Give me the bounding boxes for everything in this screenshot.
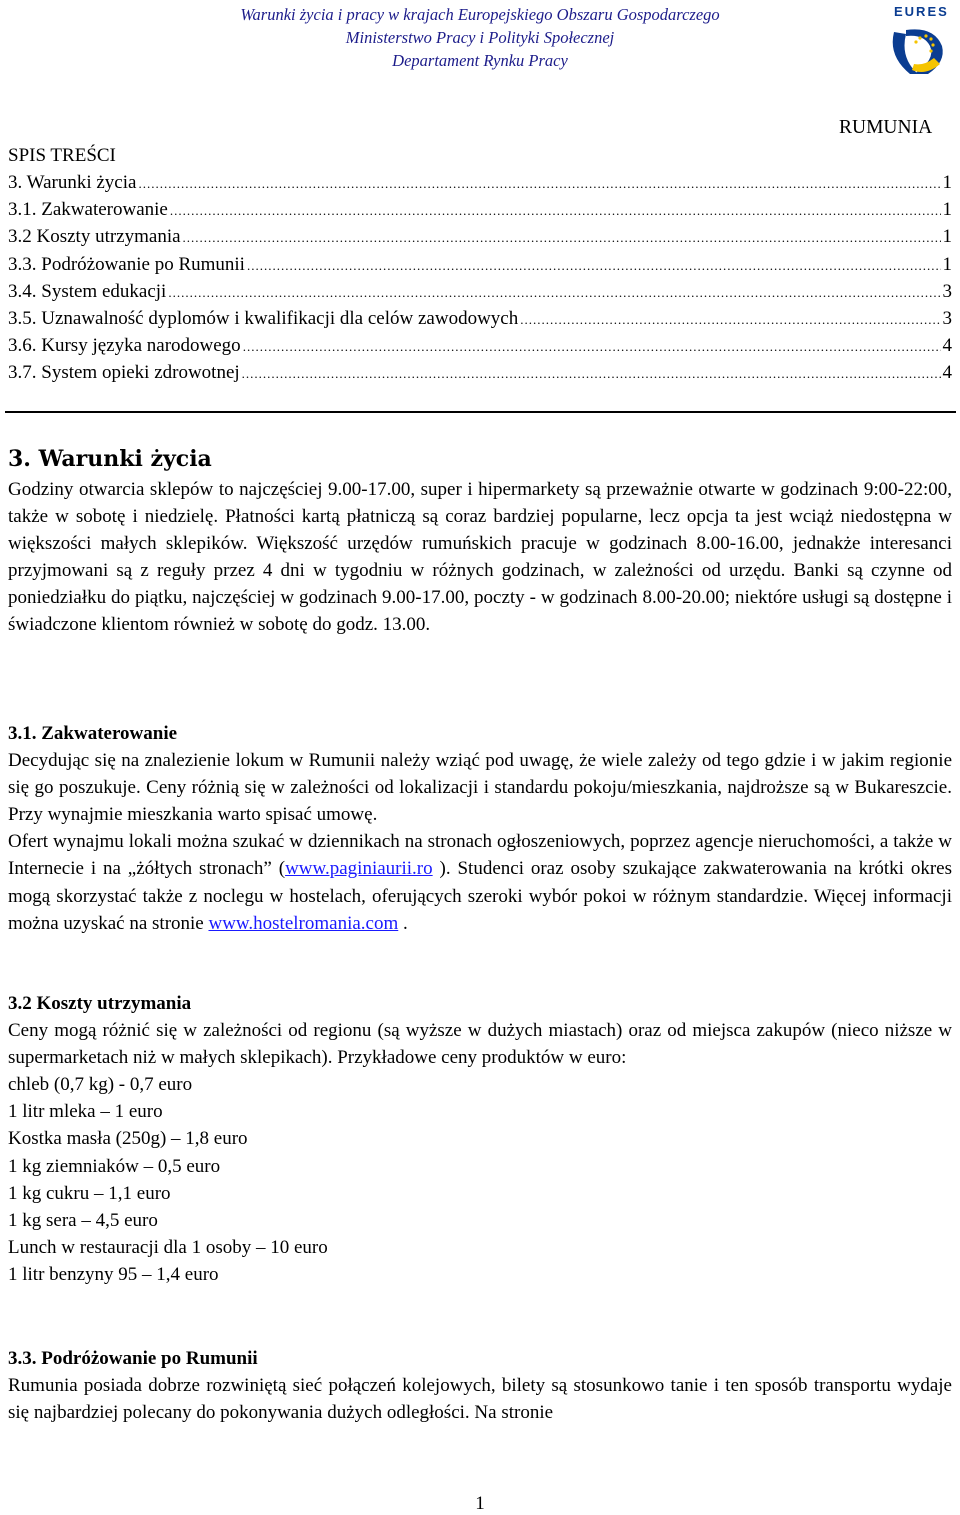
divider <box>5 411 956 413</box>
price-item: Lunch w restauracji dla 1 osoby – 10 euro <box>8 1236 328 1258</box>
toc-item[interactable]: 3.6. Kursy języka narodowego ..... 4 <box>8 335 952 362</box>
toc-item[interactable]: 3.4. System edukacji ..... 3 <box>8 281 952 308</box>
section-3-heading: 3. Warunki życia <box>8 446 212 472</box>
section-3-2-intro: Ceny mogą różnić się w zależności od regionu (są wyższe w dużych miastach) oraz od miejsca zakupów (nieco niższe w supermarketach niż w małych sklepikach). Przykładowe ceny produktów w euro: <box>8 1020 952 1069</box>
section-3-1-paragraph-1: Decydując się na znalezienie lokum w Rumunii należy wziąć pod uwagę, że wiele zależy od tego gdzie i w jakim regionie się go poszukuje. Ceny różnią się w zależności od lokalizacji i standardu pokoju/mieszkania, najdroższe są w Bukareszcie. Przy wynajmie mieszkania warto spisać umowę. <box>8 750 952 826</box>
toc-item[interactable]: 3. Warunki życia ..... 1 <box>8 172 952 199</box>
section-3-1-paragraph-2: Ofert wynajmu lokali można szukać w dziennikach na stronach ogłoszeniowych, poprzez agencje nieruchomości, a także w Internecie i na „żółtych stronach” (www.paginiaurii.ro ). Studenci oraz osoby szukające zakwaterowania na krótki okres mogą skorzystać także z noclegu w hostelach, oferujących szeroki wybór pokoi w różnym standardzie. Więcej informacji można uzyskać na stronie www.hostelromania.com . <box>8 831 952 934</box>
price-item: 1 litr mleka – 1 euro <box>8 1101 163 1123</box>
section-3-1 <box>8 720 952 937</box>
toc-item[interactable]: 3.1. Zakwaterowanie ..... 1 <box>8 199 952 226</box>
eures-logo-icon <box>884 2 956 80</box>
header-line-1: Warunki życia i pracy w krajach Europejskiego Obszaru Gospodarczego <box>240 5 720 24</box>
toc-item[interactable]: 3.2 Koszty utrzymania ..... 1 <box>8 226 952 253</box>
country-title: RUMUNIA <box>839 117 933 138</box>
toc-title: SPIS TREŚCI <box>8 145 116 166</box>
paginiaurii-link[interactable]: www.paginiaurii.ro <box>285 858 433 880</box>
table-of-contents <box>8 172 952 390</box>
logo-text: EURES <box>894 4 949 19</box>
page-number: 1 <box>475 1493 485 1514</box>
page-header <box>0 0 960 80</box>
toc-item[interactable]: 3.3. Podróżowanie po Rumunii ..... 1 <box>8 254 952 281</box>
section-3-3-paragraph: Rumunia posiada dobrze rozwiniętą sieć połączeń kolejowych, bilety są stosunkowo tanie i ten sposób transportu wydaje się najbardziej polecany do pokonywania dużych odległości. Na stronie <box>8 1375 952 1424</box>
header-line-3: Departament Rynku Pracy <box>392 51 568 70</box>
price-item: 1 litr benzyny 95 – 1,4 euro <box>8 1263 219 1285</box>
header-line-2: Ministerstwo Pracy i Polityki Społecznej <box>345 28 615 47</box>
price-item: Kostka masła (250g) – 1,8 euro <box>8 1128 248 1150</box>
price-item: chleb (0,7 kg) - 0,7 euro <box>8 1074 193 1096</box>
toc-item[interactable]: 3.7. System opieki zdrowotnej ..... 4 <box>8 362 952 389</box>
hostelromania-link[interactable]: www.hostelromania.com <box>208 912 399 934</box>
section-3-3-heading: 3.3. Podróżowanie po Rumunii <box>8 1348 258 1369</box>
section-3-3 <box>8 1345 952 1426</box>
section-3-2 <box>8 990 952 1288</box>
section-3-body <box>8 476 952 639</box>
toc-item[interactable]: 3.5. Uznawalność dyplomów i kwalifikacji dla celów zawodowych ..... 3 <box>8 308 952 335</box>
price-item: 1 kg sera – 4,5 euro <box>8 1209 158 1231</box>
section-3-1-heading: 3.1. Zakwaterowanie <box>8 723 178 744</box>
section-3-paragraph: Godziny otwarcia sklepów to najczęściej 9.00-17.00, super i hipermarkety są przeważnie otwarte w godzinach 9:00-22:00, także w sobotę i niedzielę. Płatności kartą płatniczą są coraz bardziej popularne, lecz opcja ta jest wciąż niedostępna w większości małych sklepików. Większość urzędów rumuńskich pracuje w godzinach 8.00-16.00, jednakże interesanci przyjmowani są z reguły przez 4 dni w tygodniu w różnych godzinach, w zależności od urzędu. Banki są czynne od poniedziałku do piątku, najczęściej w godzinach 9.00-17.00, poczty - w godzinach 8.00-20.00; niektóre usługi są dostępne i świadczone klientom również w sobotę do godz. 13.00. <box>8 479 952 636</box>
price-item: 1 kg ziemniaków – 0,5 euro <box>8 1155 221 1177</box>
price-item: 1 kg cukru – 1,1 euro <box>8 1182 171 1204</box>
section-3-2-heading: 3.2 Koszty utrzymania <box>8 993 192 1014</box>
